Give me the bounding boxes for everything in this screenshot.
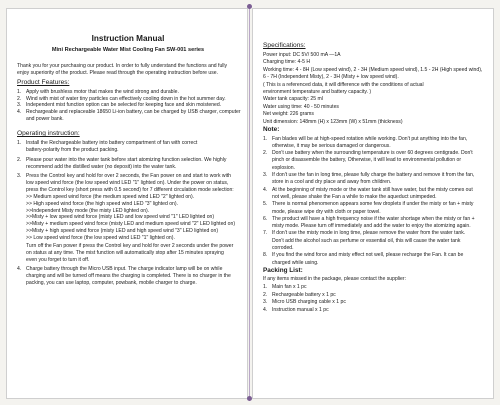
- packing-item-text: Instruction manual x 1 pc: [272, 306, 329, 313]
- note-item: [263, 230, 485, 237]
- operating-heading: Operating instruction:: [17, 130, 80, 138]
- operating-item-text: Press the Control key and hold for over 2 seconds, the Fan power on and start to work with: [26, 173, 231, 179]
- operating-item-continued: on status at any time. The mist function will automatically stop after 15 minutes spraying: [26, 249, 224, 256]
- right-page: [252, 8, 494, 399]
- left-page-content: [17, 9, 239, 398]
- operating-item-number: 1.: [17, 140, 22, 147]
- operating-item-number: 2.: [17, 156, 22, 163]
- packing-item: [263, 307, 485, 314]
- operating-item-continued: battery-polarity from the product packing.: [26, 147, 119, 154]
- note-item-continued: mode, please wipe dry with cloth or paper towel.: [272, 208, 381, 215]
- feature-item: [17, 96, 239, 103]
- right-page-content: [263, 9, 485, 398]
- spec-line: Unit dimension: 148mm (H) x 123mm (W) x 51mm (thickness): [263, 118, 403, 125]
- operating-item: [17, 157, 239, 164]
- note-item: [263, 252, 485, 259]
- packing-item-number: 1.: [263, 284, 268, 290]
- packing-item-text: Micro USB charging cable x 1 pc: [272, 299, 346, 306]
- operating-item-continued: press the Control key (short press with 0.5 second) for 7 different circulation mode selection:: [26, 186, 234, 193]
- packing-item-number: 4.: [263, 306, 268, 313]
- packing-item: [263, 292, 485, 299]
- note-item-continued: not well, please shake the Fan a while to make the aqueduct unimpeded.: [272, 193, 437, 200]
- operating-item-continued: >> Medium speed wind force (the medium speed wind LED "2" lighted on).: [26, 193, 195, 200]
- note-item-text: If don't use the fan in long time, please fully charge the battery and remove it from the fan,: [272, 172, 475, 178]
- note-item-number: 1.: [263, 135, 268, 142]
- feature-item: [17, 109, 239, 116]
- operating-item-number: 4.: [17, 266, 22, 273]
- note-item-text: Don't use battery when the surrounding temperature is over 60 degrees centigrade. Don't: [272, 150, 473, 157]
- note-item-text: At the beginning of misty mode or the water tank still have water, but the misty comes out: [272, 186, 473, 193]
- note-item-continued: otherwise, it may be serious damaged or dangerous.: [272, 142, 391, 149]
- intro-paragraph-line: enjoy superiority of the product. Please read through the operating instruction before use.: [17, 69, 219, 76]
- feature-item: [17, 102, 239, 109]
- feature-item-number: 2.: [17, 95, 22, 102]
- operating-item-continued: low speed wind force (the low speed wind LED "1" lighted on). Under the power on status,: [26, 179, 229, 186]
- note-item: [263, 201, 485, 208]
- note-item-continued: explosion.: [272, 164, 295, 171]
- note-item-text: Fan blades will be at high-speed rotation while working. Don't put anything into the fan,: [272, 135, 468, 142]
- feature-item-number: 3.: [17, 102, 22, 109]
- operating-item-number: 3.: [17, 173, 22, 179]
- note-item: [263, 172, 485, 179]
- feature-item: [17, 89, 239, 96]
- operating-item-continued: >>Misty + low speed wind force (misty LED and low speed wind "1" LED lighted on): [26, 214, 215, 221]
- note-item-continued: misty mode. Please turn off immediately and add the water to enjoy the atomizing again.: [272, 223, 471, 230]
- operating-item: [17, 140, 239, 147]
- spec-line: Net weight: 226 grams: [263, 111, 314, 118]
- note-item-continued: corroded.: [272, 245, 294, 251]
- note-item-continued: charged while using.: [272, 259, 319, 266]
- spec-line: environment temperature and battery capacity. ): [263, 89, 372, 95]
- feature-item-text: Independent mist function option can be selected for keeping face and skin moistened.: [26, 102, 222, 109]
- spec-line: ( This is a referenced data, it will difference with the conditions of actual: [263, 81, 424, 88]
- manual-title: Instruction Manual: [91, 34, 165, 43]
- note-item-number: 3.: [263, 172, 268, 178]
- operating-item-text: Charge battery through the Micro USB input. The charge indicator lamp will be on while: [26, 266, 223, 273]
- packing-item: [263, 299, 485, 306]
- operating-item-continued: >> Low speed wind force (the low speed wind LED "1" lighted on).: [26, 235, 175, 242]
- operating-item: [17, 173, 239, 180]
- manual-subtitle: Mini Rechargeable Water Mist Cooling Fan SW-001 series: [51, 47, 205, 53]
- note-item-number: 4.: [263, 186, 268, 193]
- packing-item-number: 2.: [263, 291, 268, 298]
- packing-item-text: Rechargeable battery x 1 pc: [272, 291, 336, 298]
- spec-line: Water using time: 40 - 50 minutes: [263, 103, 339, 110]
- note-item: [263, 150, 485, 157]
- packing-list-heading: Packing List:: [263, 266, 303, 274]
- features-heading: Product Features:: [17, 78, 70, 86]
- operating-item-text: Please pour water into the water tank before start atomizing function selection. We highly: [26, 156, 227, 163]
- spec-line: Working time: 4 - 8H (Low speed wind), 2 - 3H (Medium speed wind), 1.5 - 2H (High speed wind),: [263, 66, 483, 73]
- operating-item-continued: Turn off the Fan power if press the Control key and hold for over 2 seconds under the power: [26, 243, 234, 249]
- note-heading: Note:: [263, 126, 280, 133]
- page-divider: [249, 4, 250, 401]
- operating-item-continued: recommend add the distilled water (no deposit) into the water tank.: [26, 163, 177, 170]
- note-item-number: 8.: [263, 252, 268, 259]
- note-item-number: 5.: [263, 201, 268, 208]
- left-page: [6, 8, 248, 399]
- note-item-text: There is normal phenomenon appears some few droplets if under the misty or fan + misty: [272, 201, 474, 208]
- note-item-text: The product will have a high frequency noise if the water shortage when the misty or fan +: [272, 215, 475, 222]
- note-item-continued: Don't add the alcohol such as perfume or essential oil, this will cause the water tank: [272, 237, 461, 244]
- note-item-text: If you find the wind force and misty effect not well, please recharge the Fan. It can be: [272, 252, 464, 259]
- note-item: [263, 187, 485, 194]
- feature-item-continued: and power bank.: [26, 115, 64, 122]
- feature-item-text: Apply with brushless motor that makes the wind strong and durable.: [26, 88, 179, 95]
- feature-item-number: 4.: [17, 109, 22, 115]
- feature-item-text: Wind with mist of water tiny particles can effectively cooling down in the hot summer day.: [26, 95, 226, 102]
- intro-paragraph-line: Thank you for your purchasing our product. In order to fully understand the functions and fully: [17, 63, 228, 69]
- feature-item-text: Rechargeable and replaceable 18650 Li-ion battery, can be charged by USB charger, computer: [26, 109, 241, 115]
- spec-line: Power input: DC 5V/ 500 mA —1A: [263, 52, 341, 58]
- operating-item-continued: >>Misty + medium speed wind force (misty LED and medium speed wind "2" LED lighted on): [26, 221, 236, 228]
- feature-item-number: 1.: [17, 88, 22, 95]
- note-item: [263, 136, 485, 143]
- note-item-continued: store in a cool and dry place and away from children.: [272, 179, 392, 186]
- note-item-continued: pinch or disassemble the battery, Otherwise, it will lead to environmental pollution or: [272, 157, 462, 164]
- operating-item-continued: >>Independent Misty mode (the misty LED lighted on).: [26, 207, 150, 214]
- packing-item-text: Main fan x 1 pc: [272, 284, 307, 290]
- note-item-number: 6.: [263, 215, 268, 222]
- packing-item-number: 3.: [263, 299, 268, 306]
- packing-intro: If any items missed in the package, please contact the supplier:: [263, 276, 406, 283]
- spec-line: 6 - 7H (Independent Misty), 2 - 3H (Misty + low speed wind).: [263, 74, 399, 81]
- operating-item-text: Install the Rechargeable battery into battery compartment of fan with correct: [26, 140, 198, 147]
- note-item-number: 7.: [263, 230, 268, 237]
- operating-item-continued: even you forget to turn it off.: [26, 256, 90, 263]
- packing-item: [263, 284, 485, 291]
- note-item-text: If don't use the misty mode in long time, please remove the water from the water tank.: [272, 230, 466, 237]
- spec-line: Charging time: 4-5 H: [263, 59, 310, 66]
- operating-item-continued: >> High speed wind force (the high speed wind LED "3" lighted on).: [26, 200, 178, 207]
- spec-line: Water tank capacity: 25 ml: [263, 96, 323, 103]
- specifications-heading: Specifications:: [263, 42, 306, 49]
- operating-item-continued: charging and will be turned off means the charging is completed. There is no charger in the: [26, 273, 231, 280]
- note-item-number: 2.: [263, 150, 268, 157]
- operating-item-continued: packing, you can use laptop, computer, powbank, mobile charger to charge.: [26, 280, 197, 286]
- operating-item-continued: >>Misty + high speed wind force (misty LED and high speed wind "3" LED lighted on): [26, 228, 219, 235]
- operating-item: [17, 266, 239, 273]
- note-item: [263, 216, 485, 223]
